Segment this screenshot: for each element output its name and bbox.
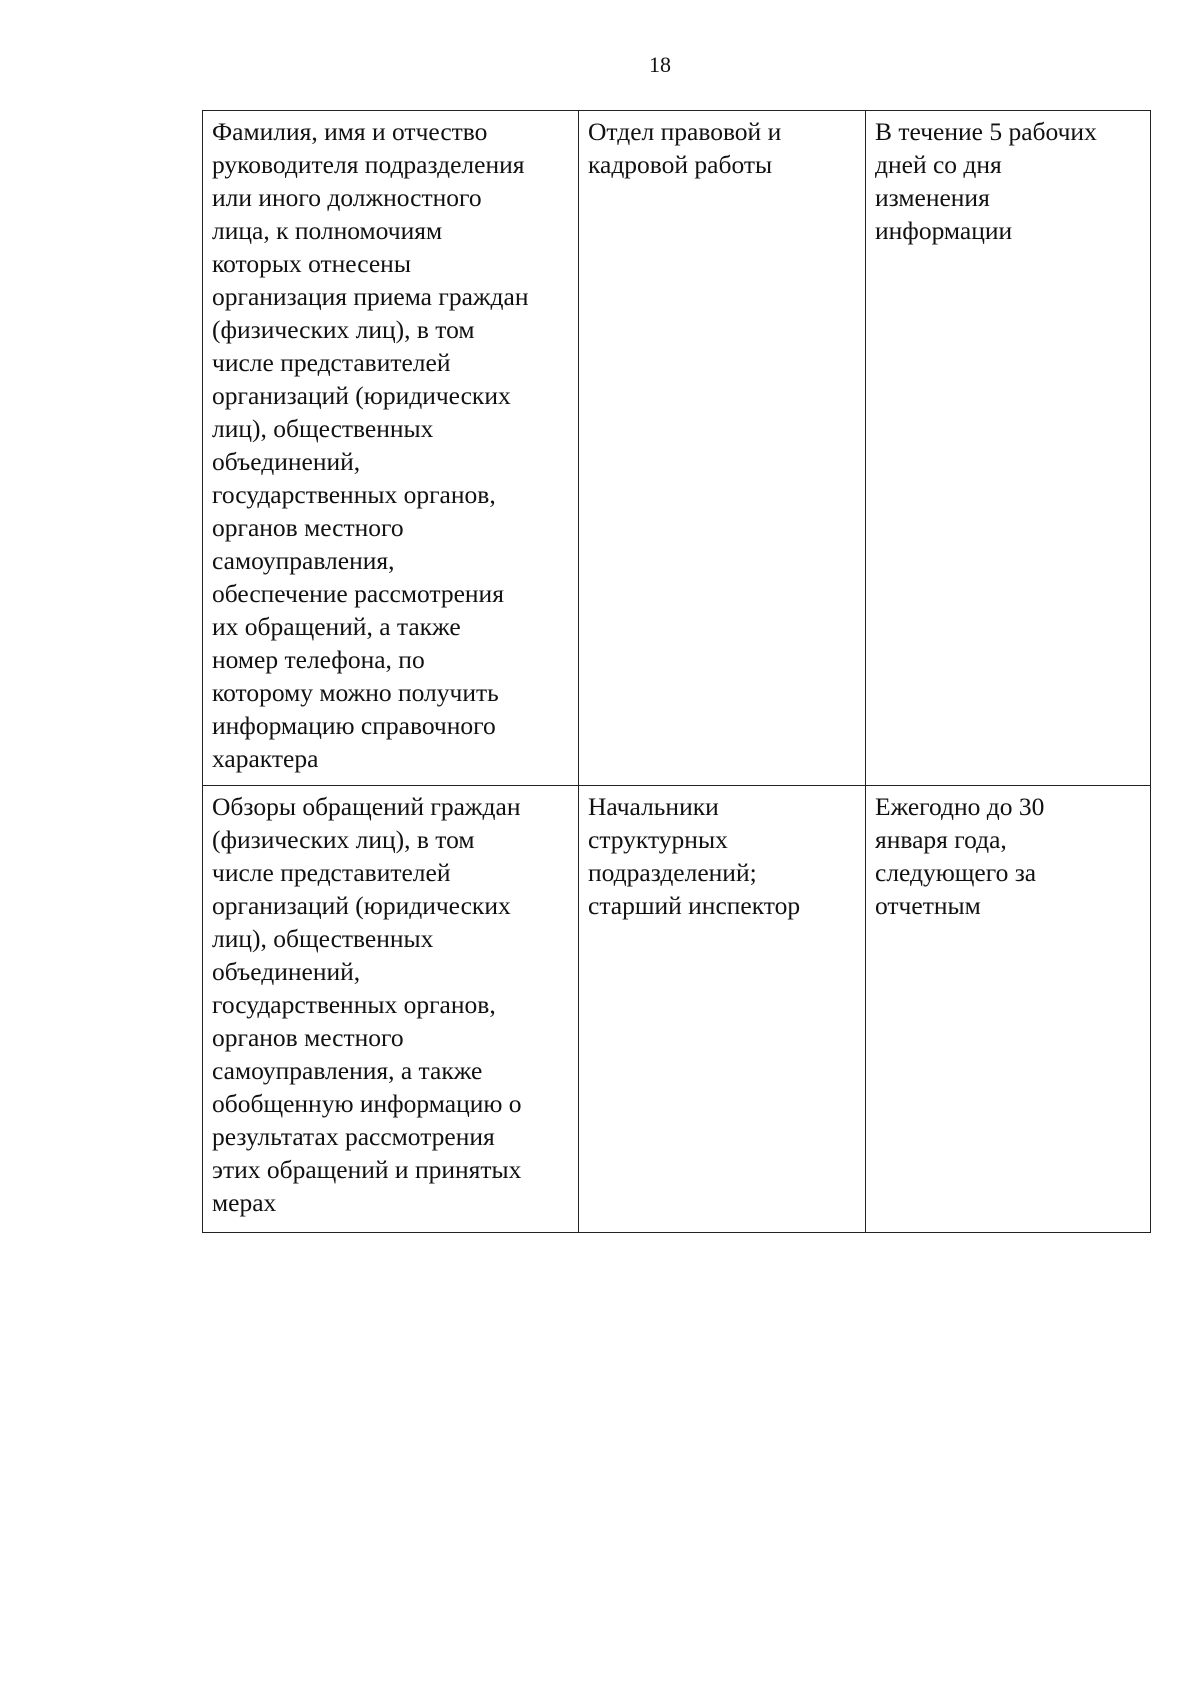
cell-deadline: В течение 5 рабочих дней со дня изменения информации <box>866 111 1151 786</box>
cell-responsible: Начальники структурных подразделений; старший инспектор <box>579 786 866 1233</box>
document-table <box>202 110 1151 1233</box>
cell-deadline: Ежегодно до 30 января года, следующего за отчетным <box>866 786 1151 1233</box>
table-row <box>203 786 1151 1233</box>
cell-responsible: Отдел правовой и кадровой работы <box>579 111 866 786</box>
table-row <box>203 111 1151 786</box>
cell-information: Фамилия, имя и отчество руководителя подразделения или иного должностного лица, к полномочиям которых отнесены организация приема граждан (физических лиц), в том числе представителей организаций (юридических лиц), общественных объединений, государственных органов, органов местного самоуправления, обеспечение рассмотрения их обращений, а также номер телефона, по которому можно получить информацию справочного характера <box>203 111 579 786</box>
page-number: 18 <box>649 52 671 77</box>
cell-information: Обзоры обращений граждан (физических лиц), в том числе представителей организаций (юридических лиц), общественных объединений, государственных органов, органов местного самоуправления, а также обобщенную информацию о результатах рассмотрения этих обращений и принятых мерах <box>203 786 579 1233</box>
